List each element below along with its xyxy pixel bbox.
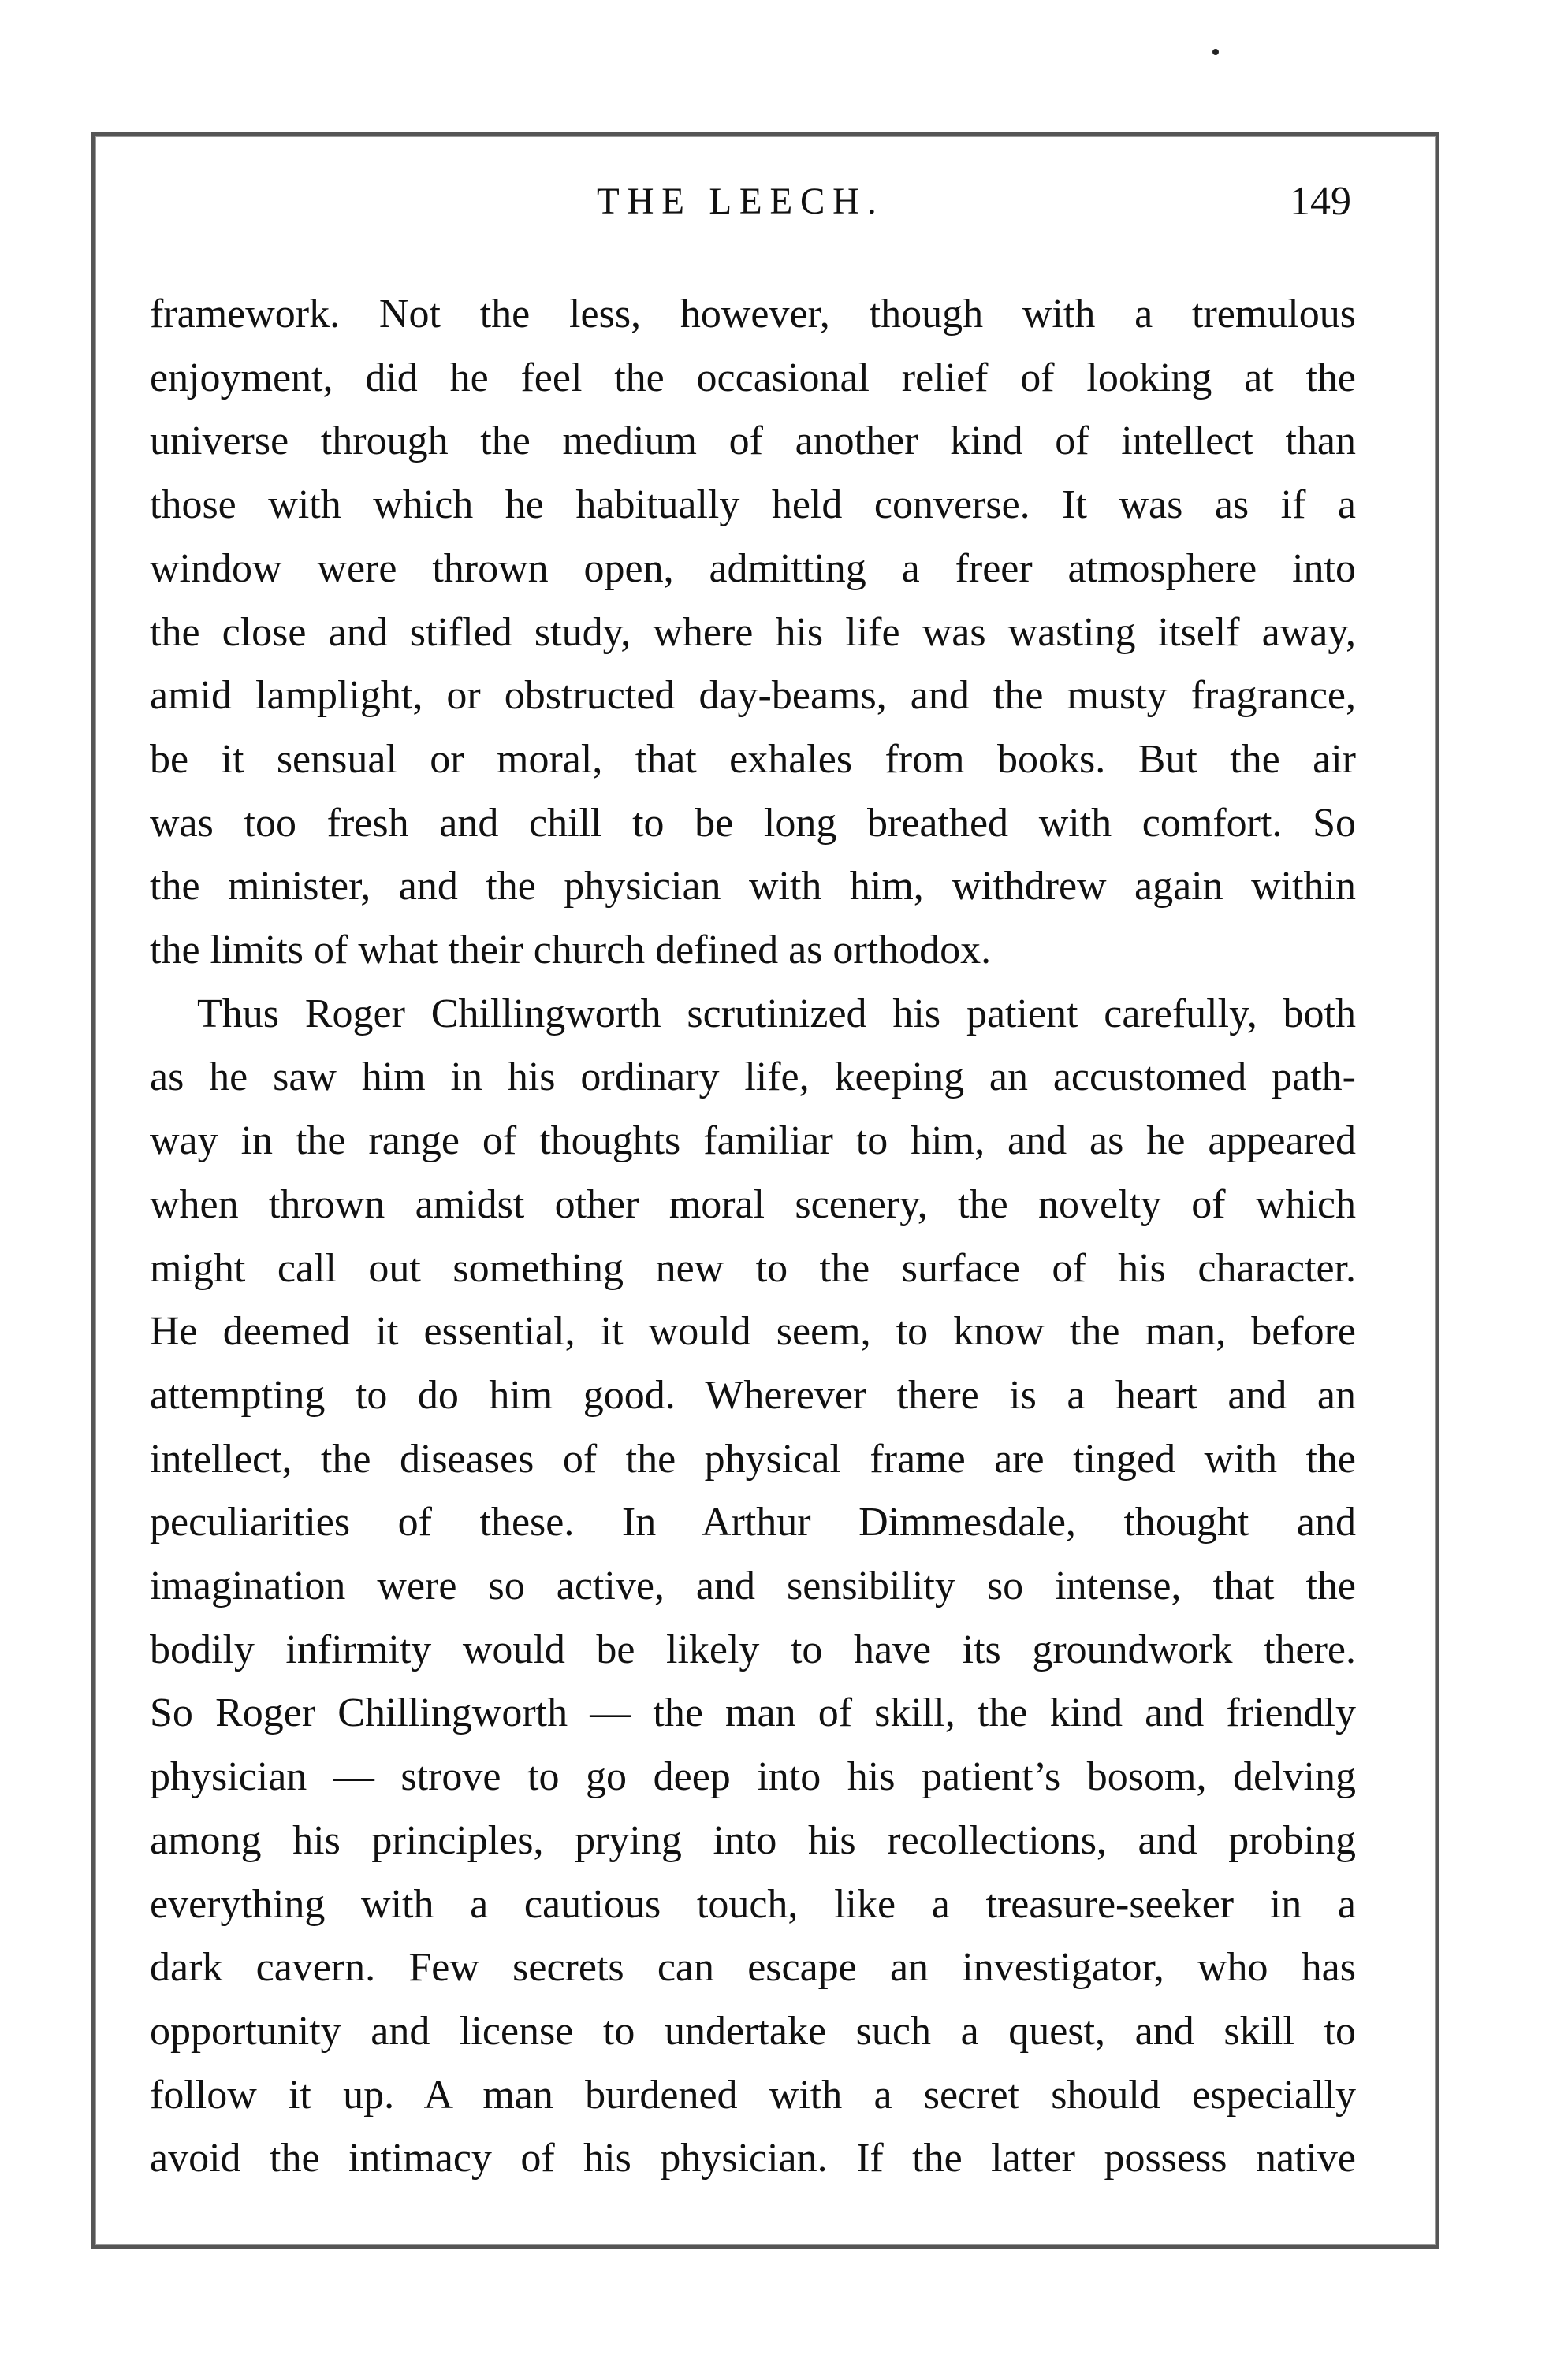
text-line: attempting to do him good. Wherever there is a heart and an bbox=[150, 1372, 1356, 1418]
text-line: be it sensual or moral, that exhales from books. But the air bbox=[150, 736, 1356, 782]
text-line: everything with a cautious touch, like a treasure-seeker in a bbox=[150, 1881, 1356, 1927]
text-line: those with which he habitually held converse. It was as if a bbox=[150, 482, 1356, 528]
text-line: window were thrown open, admitting a freer atmosphere into bbox=[150, 545, 1356, 591]
text-line: So Roger Chillingworth — the man of skill, the kind and friendly bbox=[150, 1690, 1356, 1736]
text-line: intellect, the diseases of the physical frame are tinged with the bbox=[150, 1436, 1356, 1482]
text-line: the close and stifled study, where his life was wasting itself away, bbox=[150, 609, 1356, 655]
text-line: way in the range of thoughts familiar to him, and as he appeared bbox=[150, 1118, 1356, 1164]
text-line: as he saw him in his ordinary life, keeping an accustomed path- bbox=[150, 1054, 1356, 1100]
text-line: Thus Roger Chillingworth scrutinized his patient carefully, both bbox=[197, 991, 1356, 1036]
text-line: physician — strove to go deep into his patient’s bosom, delving bbox=[150, 1754, 1356, 1800]
page-header bbox=[0, 178, 1553, 225]
ink-speck bbox=[1212, 49, 1219, 55]
text-line: universe through the medium of another kind of intellect than bbox=[150, 418, 1356, 464]
text-line: peculiarities of these. In Arthur Dimmesdale, thought and bbox=[150, 1500, 1356, 1545]
page-number: 149 bbox=[1290, 179, 1351, 224]
running-title: THE LEECH. bbox=[597, 180, 885, 222]
text-line: among his principles, prying into his recollections, and probing bbox=[150, 1817, 1356, 1863]
text-line: dark cavern. Few secrets can escape an investigator, who has bbox=[150, 1945, 1356, 1991]
text-line: avoid the intimacy of his physician. If the latter possess native bbox=[150, 2136, 1356, 2181]
text-line: He deemed it essential, it would seem, to know the man, before bbox=[150, 1309, 1356, 1355]
text-line: opportunity and license to undertake such a quest, and skill to bbox=[150, 2008, 1356, 2054]
text-line: when thrown amidst other moral scenery, the novelty of which bbox=[150, 1181, 1356, 1227]
text-line: was too fresh and chill to be long breathed with comfort. So bbox=[150, 800, 1356, 846]
text-line: amid lamplight, or obstructed day-beams, and the musty fragrance, bbox=[150, 673, 1356, 719]
text-line: imagination were so active, and sensibility so intense, that the bbox=[150, 1564, 1356, 1608]
text-line: the minister, and the physician with him, withdrew again within bbox=[150, 864, 1356, 909]
text-line: follow it up. A man burdened with a secret should especially bbox=[150, 2072, 1356, 2118]
text-line: enjoyment, did he feel the occasional relief of looking at the bbox=[150, 355, 1356, 400]
text-line: bodily infirmity would be likely to have its groundwork there. bbox=[150, 1627, 1356, 1672]
text-line: might call out something new to the surface of his character. bbox=[150, 1245, 1356, 1291]
text-line: framework. Not the less, however, though with a tremulous bbox=[150, 292, 1356, 337]
text-line: the limits of what their church defined as orthodox. bbox=[150, 928, 992, 972]
